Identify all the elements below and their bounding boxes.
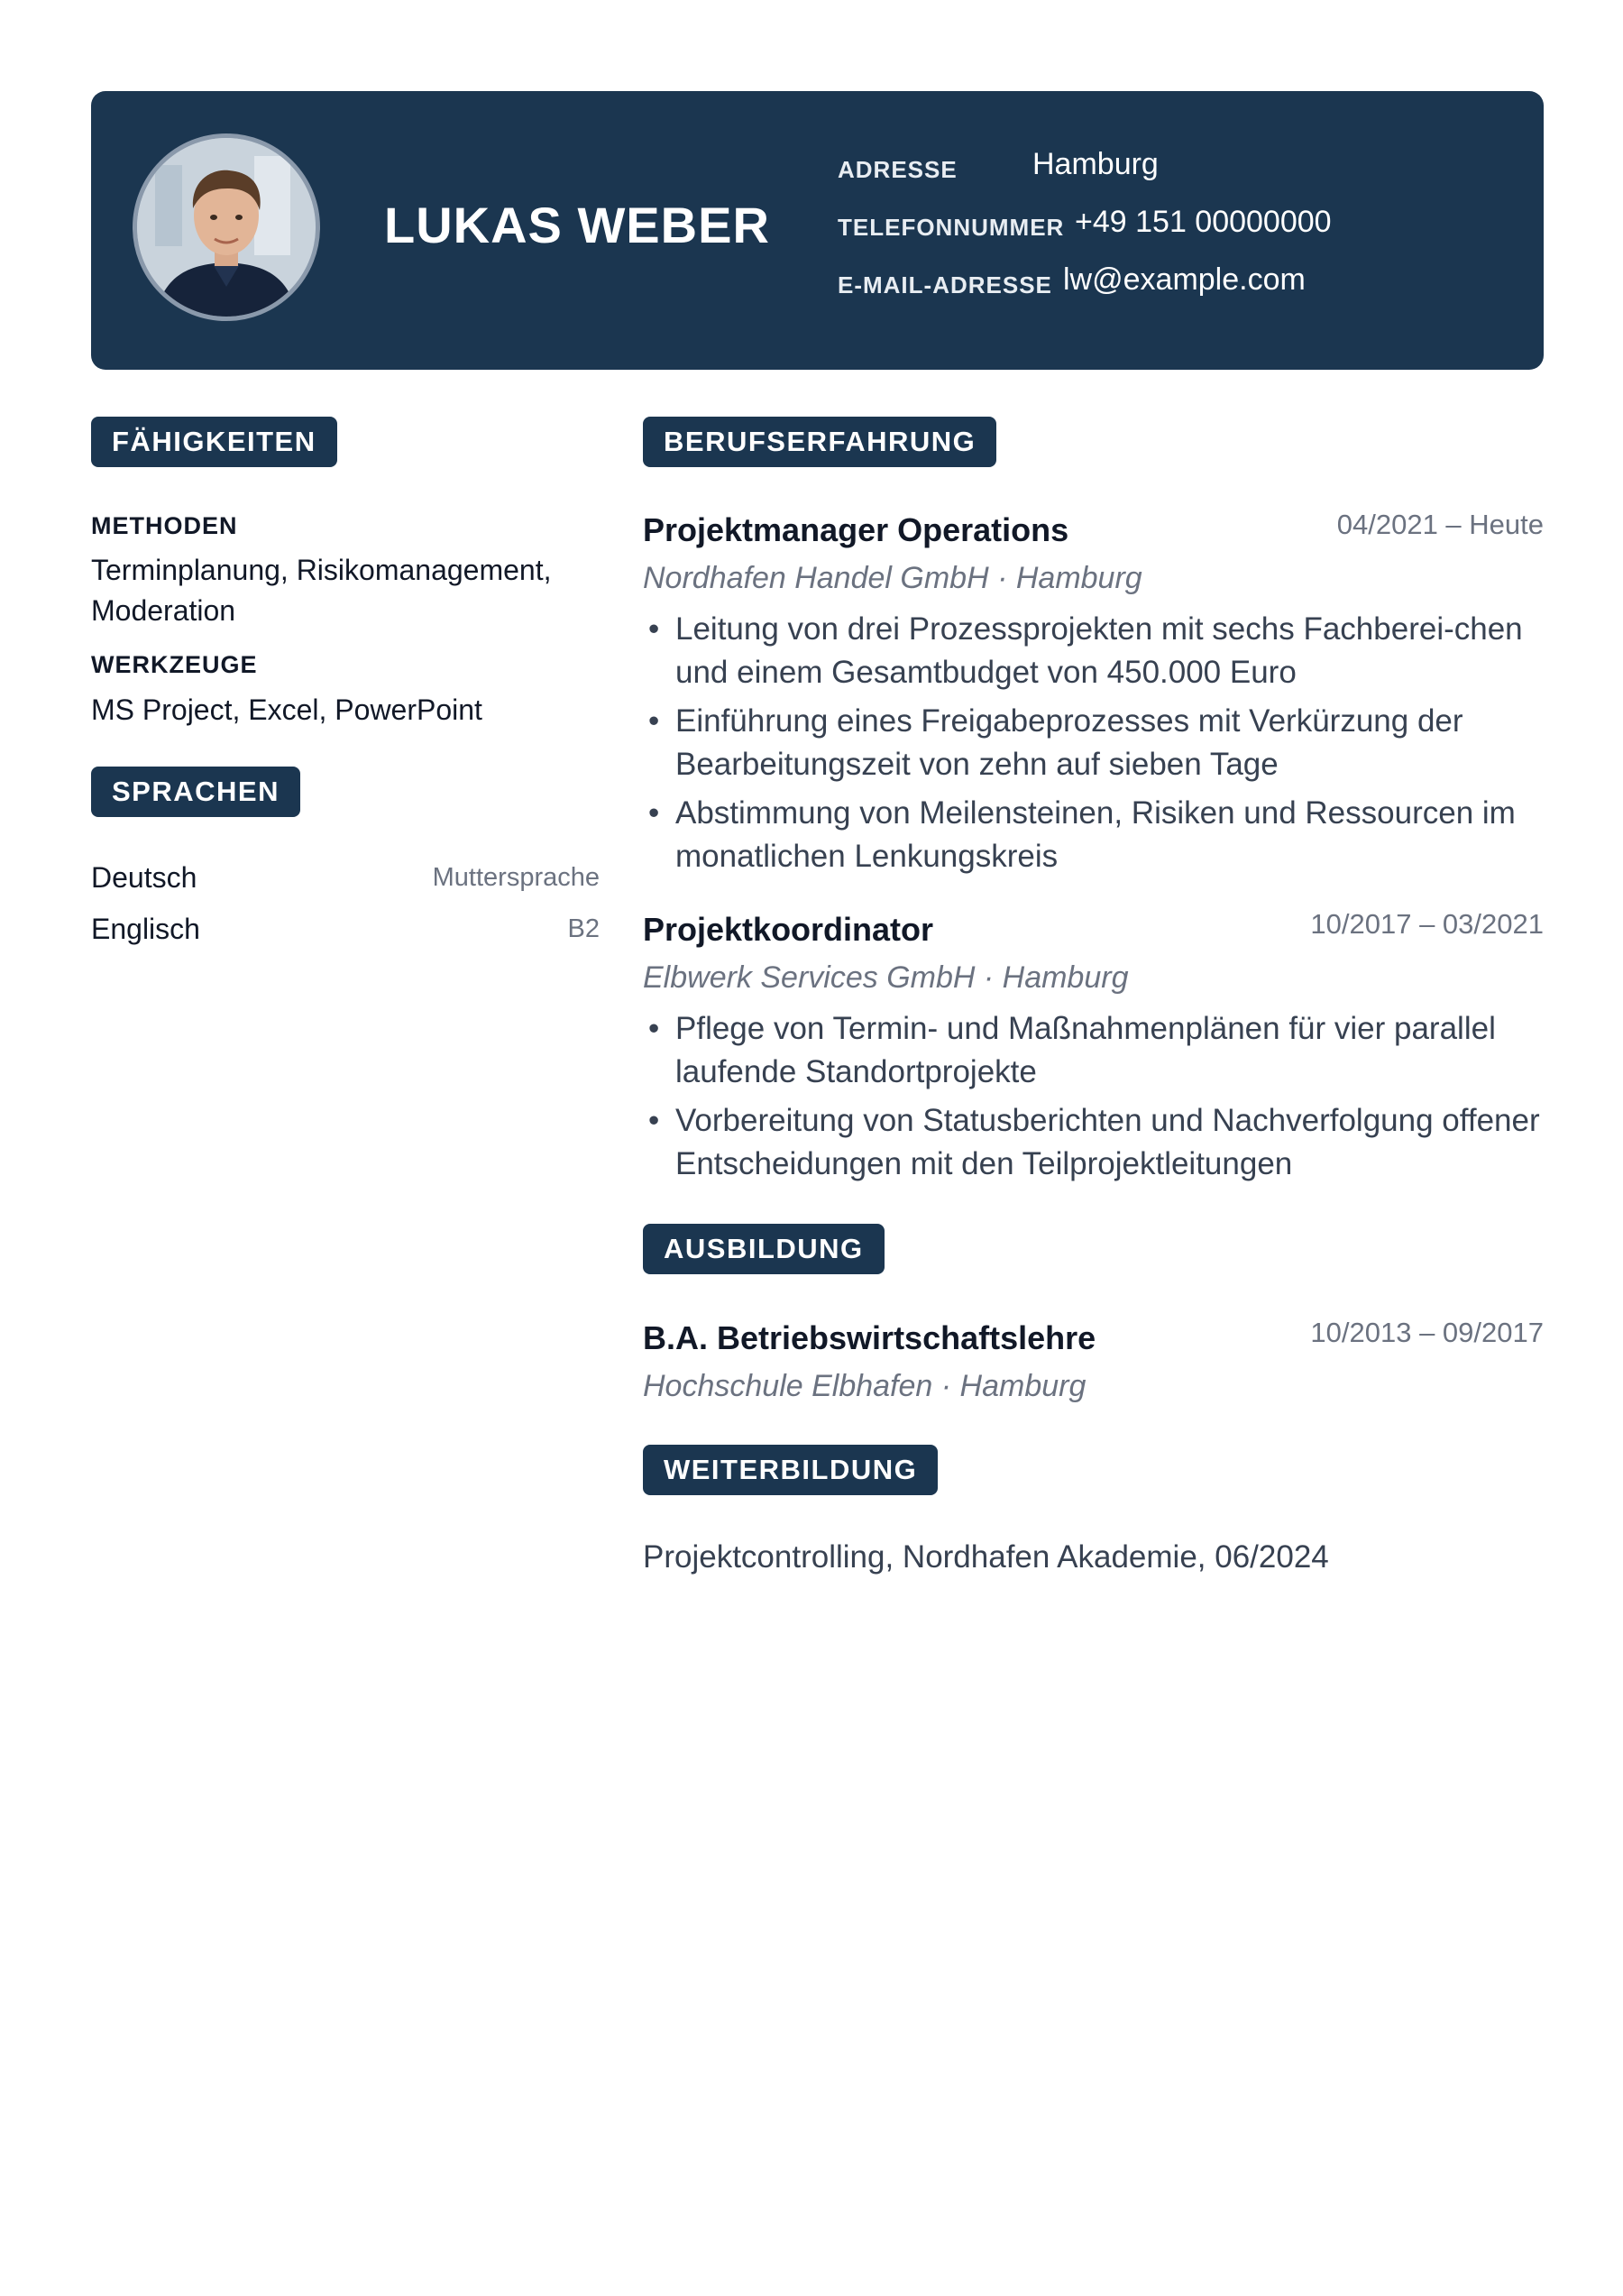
language-row bbox=[91, 861, 600, 905]
contact-label: E-MAIL-ADRESSE bbox=[838, 271, 1052, 298]
candidate-name: LUKAS WEBER bbox=[384, 197, 770, 253]
languages-heading: SPRACHEN bbox=[91, 767, 300, 817]
job-title: Projektkoordinator bbox=[643, 911, 934, 948]
job-date: 10/2017 – 03/2021 bbox=[1310, 908, 1544, 940]
job-company: Nordhafen Handel GmbH · Hamburg bbox=[643, 561, 1142, 595]
job-bullet: • Leitung von drei Prozessprojekten mit sechs Fachberei-chen und einem Gesamtbudget von 450.000 Euro bbox=[643, 608, 1545, 694]
job-bullets bbox=[643, 1007, 1545, 1191]
language-name: Deutsch bbox=[91, 861, 197, 894]
experience-heading: BERUFSERFAHRUNG bbox=[643, 417, 996, 467]
contact-value: Hamburg bbox=[1032, 147, 1159, 181]
job-title: Projektmanager Operations bbox=[643, 511, 1069, 548]
skill-label-tools: WERKZEUGE bbox=[91, 651, 258, 678]
skill-label-methods: METHODEN bbox=[91, 512, 238, 539]
education-school: Hochschule Elbhafen · Hamburg bbox=[643, 1369, 1087, 1403]
contact-label: TELEFONNUMMER bbox=[838, 214, 1065, 241]
skill-value-methods: Terminplanung, Risikomanagement, Moderation bbox=[91, 554, 552, 627]
job-bullet: • Pflege von Termin- und Maßnahmenplänen für vier parallel laufende Standortprojekte bbox=[643, 1007, 1545, 1094]
education-date: 10/2013 – 09/2017 bbox=[1310, 1317, 1544, 1348]
job-bullets bbox=[643, 608, 1545, 884]
language-name: Englisch bbox=[91, 913, 200, 945]
job-company: Elbwerk Services GmbH · Hamburg bbox=[643, 960, 1129, 995]
contact-value: lw@example.com bbox=[1063, 262, 1306, 297]
skills-heading: FÄHIGKEITEN bbox=[91, 417, 337, 467]
job-bullet: • Vorbereitung von Statusberichten und Nachverfolgung offener Entscheidungen mit den Teilprojektleitungen bbox=[643, 1099, 1545, 1186]
language-level: Muttersprache bbox=[432, 863, 600, 892]
profile-photo-illustration bbox=[137, 138, 316, 317]
resume-header bbox=[91, 91, 1544, 370]
contact-label: ADRESSE bbox=[838, 156, 958, 183]
degree-title: B.A. Betriebswirtschaftslehre bbox=[643, 1319, 1096, 1356]
training-entry: Projektcontrolling, Nordhafen Akademie, 06/2024 bbox=[643, 1539, 1329, 1575]
language-row bbox=[91, 913, 600, 956]
education-heading: AUSBILDUNG bbox=[643, 1224, 885, 1274]
job-bullet: • Einführung eines Freigabeprozesses mit Verkürzung der Bearbeitungszeit von zehn auf sieben Tage bbox=[643, 700, 1545, 786]
language-level: B2 bbox=[567, 914, 600, 943]
contact-value: +49 151 00000000 bbox=[1075, 205, 1332, 239]
job-date: 04/2021 – Heute bbox=[1336, 509, 1544, 540]
training-heading: WEITERBILDUNG bbox=[643, 1445, 938, 1495]
profile-photo bbox=[133, 133, 320, 321]
skill-value-tools: MS Project, Excel, PowerPoint bbox=[91, 693, 482, 726]
job-bullet: • Abstimmung von Meilensteinen, Risiken und Ressourcen im monatlichen Lenkungskreis bbox=[643, 792, 1545, 878]
